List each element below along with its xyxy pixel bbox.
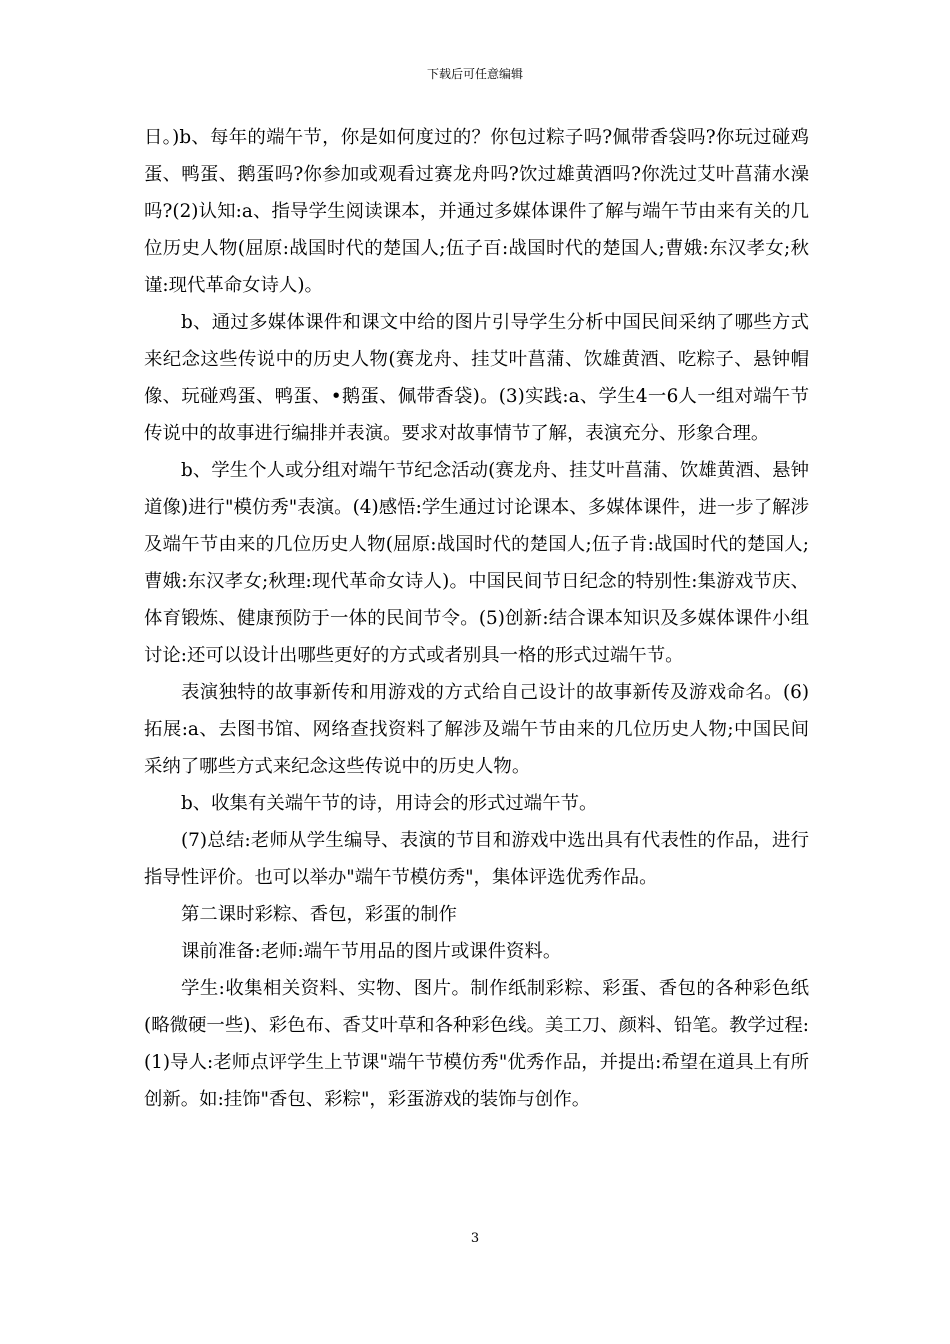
paragraph-4: 表演独特的故事新传和用游戏的方式给自己设计的故事新传及游戏命名。(6)拓展:a、去图书馆、网络查找资料了解涉及端午节由来的几位历史人物;中国民间采纳了哪些方式来纪念这些传说中的历史人物。 xyxy=(144,682,809,777)
paragraph-2: b、通过多媒体课件和课文中给的图片引导学生分析中国民间采纳了哪些方式来纪念这些传说中的历史人物(赛龙舟、挂艾叶菖蒲、饮雄黄酒、吃粽子、悬钟帽像、玩碰鸡蛋、鸭蛋、•鹅蛋、佩带香袋)。(3)实践:a、学生4一6人一组对端午节传说中的故事进行编排并表演。要求对故事情节了解，表演充分、形象合理。 xyxy=(144,312,809,444)
paragraph-3: b、学生个人或分组对端午节纪念活动(赛龙舟、挂艾叶菖蒲、饮雄黄酒、悬钟道像)进行"模仿秀"表演。(4)感悟:学生通过讨论课本、多媒体课件，进一步了解涉及端午节由来的几位历史人物(屈原:战国时代的楚国人;伍子肯:战国时代的楚国人;曹娥:东汉孝女;秋理:现代革命女诗人)。中国民间节日纪念的特别性:集游戏节庆、体育锻炼、健康预防于一体的民间节令。(5)创新:结合课本知识及多媒体课件小组讨论:还可以设计出哪些更好的方式或者别具一格的形式过端午节。 xyxy=(144,460,809,666)
paragraph-5: b、收集有关端午节的诗，用诗会的形式过端午节。 xyxy=(181,793,598,814)
section-heading: 第二课时彩粽、香包，彩蛋的制作 xyxy=(181,904,457,925)
paragraph-8: 学生:收集相关资料、实物、图片。制作纸制彩粽、彩蛋、香包的各种彩色纸(略微硬一些)、彩色布、香艾叶草和各种彩色线。美工刀、颜料、铅笔。教学过程:(1)导人:老师点评学生上节课"端午节模仿秀"优秀作品，并提出:希望在道具上有所创新。如:挂饰"香包、彩粽"，彩蛋游戏的装饰与创作。 xyxy=(144,978,809,1110)
document-body xyxy=(144,119,809,1118)
paragraph-6: (7)总结:老师从学生编导、表演的节目和游戏中选出具有代表性的作品，进行指导性评价。也可以举办"端午节模仿秀"，集体评选优秀作品。 xyxy=(144,830,809,888)
paragraph-7: 课前准备:老师:端午节用品的图片或课件资料。 xyxy=(181,941,562,962)
page-header: 下载后可任意编辑 xyxy=(426,67,523,81)
page-number: 3 xyxy=(470,1231,480,1246)
paragraph-1: 日。)b、每年的端午节，你是如何度过的？你包过粽子吗?佩带香袋吗?你玩过碰鸡蛋、鸭蛋、鹅蛋吗?你参加或观看过赛龙舟吗?饮过雄黄酒吗?你洗过艾叶菖蒲水澡吗?(2)认知:a、指导学生阅读课本，并通过多媒体课件了解与端午节由来有关的几位历史人物(屈原:战国时代的楚国人;伍子百:战国时代的楚国人;曹娥:东汉孝女;秋谨:现代革命女诗人)。 xyxy=(144,127,809,296)
